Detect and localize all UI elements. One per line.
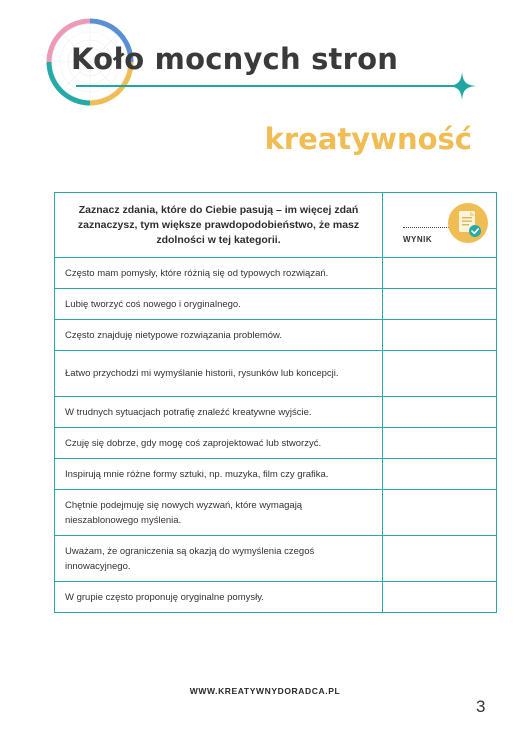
instruction-text: Zaznacz zdania, które do Ciebie pasują – im więcej zdań zaznaczysz, tym większe prawdopodobieństwo, że masz zdolności w tej kategorii. (55, 193, 383, 258)
statements-table (54, 192, 497, 613)
table-row (55, 258, 497, 289)
answer-cell[interactable] (383, 258, 497, 289)
website-footer: WWW.KREATYWNYDORADCA.PL (189, 686, 341, 696)
answer-cell[interactable] (383, 490, 497, 536)
table-row (55, 582, 497, 613)
answer-cell[interactable] (383, 289, 497, 320)
table-row (55, 397, 497, 428)
answer-cell[interactable] (383, 582, 497, 613)
page-title: Koło mocnych stron (71, 42, 399, 76)
title-underline (76, 85, 456, 87)
table-row (55, 459, 497, 490)
answer-cell[interactable] (383, 536, 497, 582)
result-label: WYNIK (403, 235, 433, 244)
table-row (55, 490, 497, 536)
page-number: 3 (476, 697, 486, 716)
statement-text: Chętnie podejmuję się nowych wyzwań, które wymagają nieszablonowego myślenia. (55, 490, 383, 536)
answer-cell[interactable] (383, 351, 497, 397)
statement-text: W grupie często proponuję oryginalne pomysły. (55, 582, 383, 613)
table-row (55, 320, 497, 351)
statement-text: Często mam pomysły, które różnią się od typowych rozwiązań. (55, 258, 383, 289)
answer-cell[interactable] (383, 397, 497, 428)
table-row (55, 428, 497, 459)
table-row (55, 536, 497, 582)
statement-text: Łatwo przychodzi mi wymyślanie historii, rysunków lub koncepcji. (55, 351, 383, 397)
table-row (55, 289, 497, 320)
category-heading: kreatywność (264, 122, 472, 156)
result-dotted-line (403, 227, 451, 228)
statement-text: W trudnych sytuacjach potrafię znaleźć kreatywne wyjście. (55, 397, 383, 428)
answer-cell[interactable] (383, 459, 497, 490)
statement-text: Często znajduję nietypowe rozwiązania problemów. (55, 320, 383, 351)
statement-text: Lubię tworzyć coś nowego i oryginalnego. (55, 289, 383, 320)
table-header-row (55, 193, 497, 258)
answer-cell[interactable] (383, 320, 497, 351)
table-row (55, 351, 497, 397)
answer-cell[interactable] (383, 428, 497, 459)
statement-text: Czuję się dobrze, gdy mogę coś zaprojektować lub stworzyć. (55, 428, 383, 459)
document-check-icon (447, 202, 489, 244)
result-cell[interactable] (383, 193, 497, 258)
statement-text: Inspirują mnie różne formy sztuki, np. muzyka, film czy grafika. (55, 459, 383, 490)
statement-text: Uważam, że ograniczenia są okazją do wymyślenia czegoś innowacyjnego. (55, 536, 383, 582)
sparkle-star-icon (447, 71, 477, 101)
